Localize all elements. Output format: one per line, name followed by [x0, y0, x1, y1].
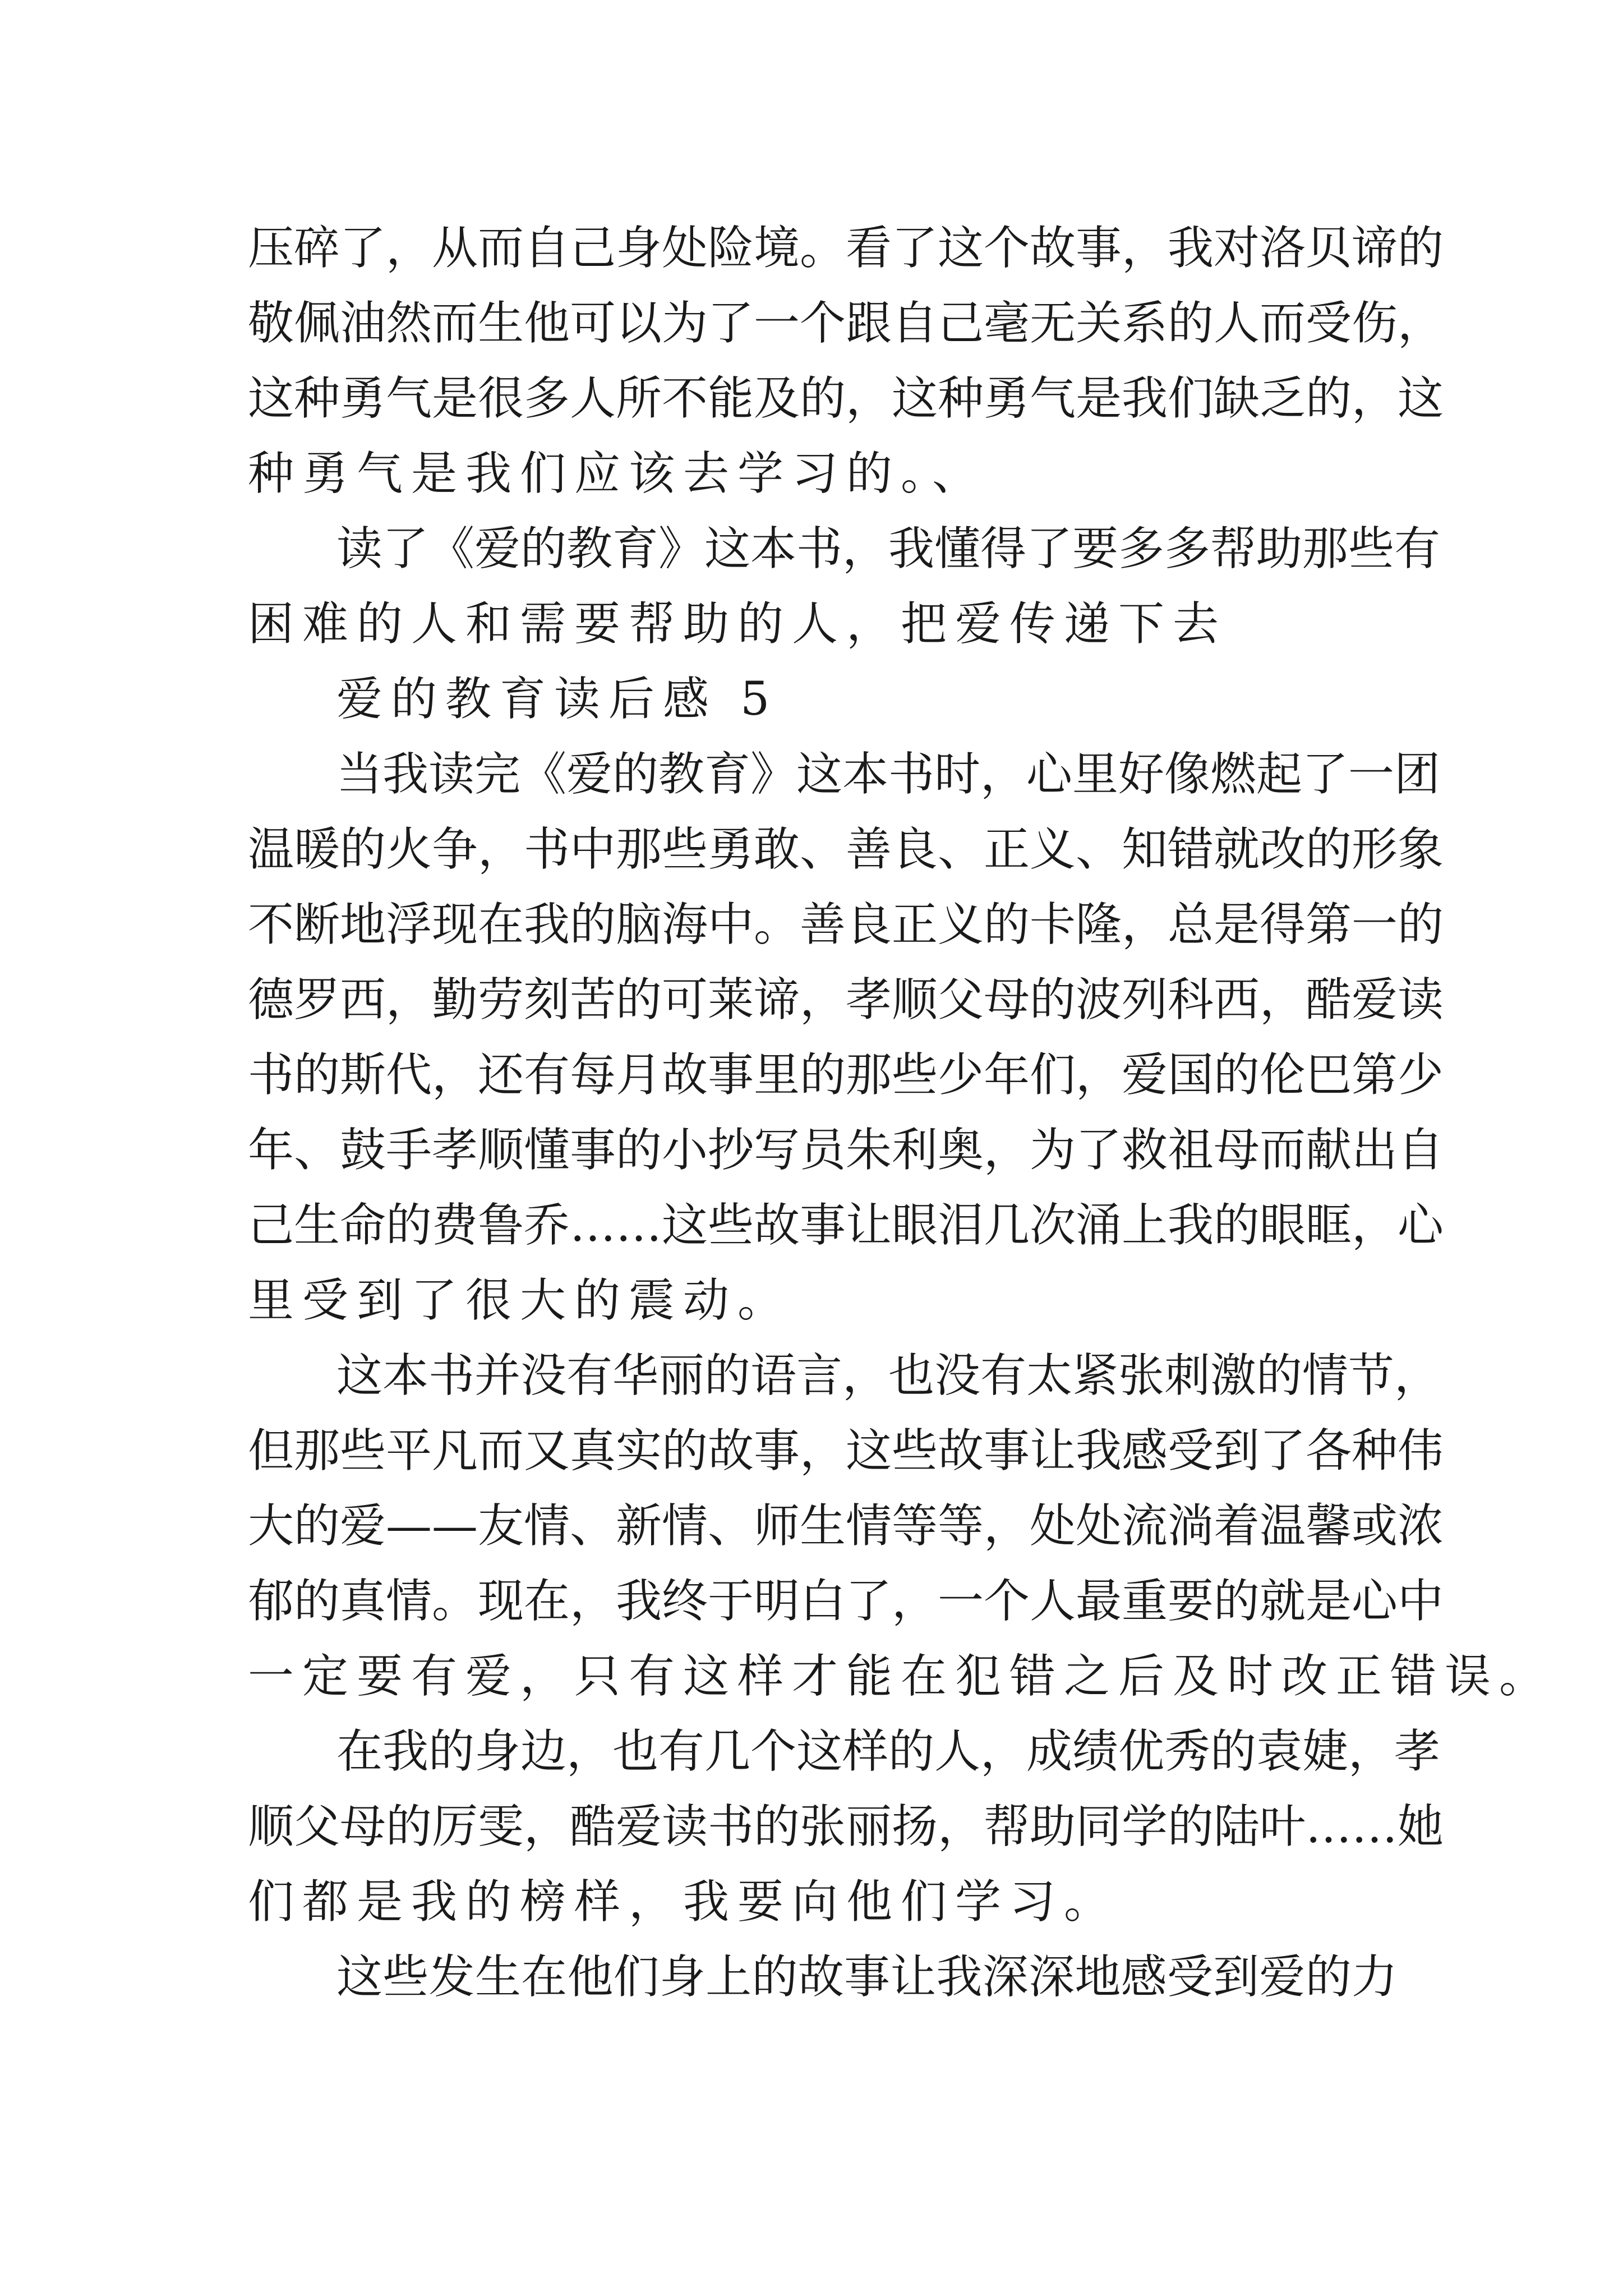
text-line: 们都是我的榜样，我要向他们学习。: [248, 1875, 1119, 1929]
text-line: 顺父母的厉雯，酷爱读书的张丽扬，帮助同学的陆叶……她: [248, 1800, 1444, 1853]
text-line: 里受到了很大的震动。: [248, 1274, 792, 1327]
text-line: 种勇气是我们应该去学习的。、: [248, 447, 987, 500]
text-line: 这种勇气是很多人所不能及的，这种勇气是我们缺乏的，这: [248, 372, 1444, 425]
section-heading: 爱的教育读后感 5: [336, 673, 778, 726]
text-line: 德罗西，勤劳刻苦的可莱谛，孝顺父母的波列科西，酷爱读: [248, 973, 1444, 1027]
text-line: 在我的身边，也有几个这样的人，成绩优秀的袁婕，孝: [336, 1725, 1441, 1778]
text-line: 书的斯代，还有每月故事里的那些少年们，爱国的伦巴第少: [248, 1048, 1444, 1102]
text-line: 当我读完《爱的教育》这本书时，心里好像燃起了一团: [336, 748, 1441, 801]
text-line: 大的爱——友情、新情、师生情等等，处处流淌着温馨或浓: [248, 1499, 1444, 1553]
text-line: 郁的真情。现在，我终于明白了，一个人最重要的就是心中: [248, 1575, 1444, 1628]
text-line: 但那些平凡而又真实的故事，这些故事让我感受到了各种伟: [248, 1424, 1444, 1478]
text-line: 不断地浮现在我的脑海中。善良正义的卡隆，总是得第一的: [248, 898, 1444, 951]
text-line: 读了《爱的教育》这本书，我懂得了要多多帮助那些有: [336, 522, 1441, 576]
text-line: 敬佩油然而生他可以为了一个跟自己毫无关系的人而受伤，: [248, 297, 1444, 350]
text-line: 己生命的费鲁乔……这些故事让眼泪几次涌上我的眼眶，心: [248, 1199, 1444, 1252]
text-line: 温暖的火争，书中那些勇敢、善良、正义、知错就改的形象: [248, 823, 1444, 876]
text-line: 这本书并没有华丽的语言，也没有太紧张刺激的情节，: [336, 1349, 1441, 1402]
text-line: 这些发生在他们身上的故事让我深深地感受到爱的力: [336, 1950, 1398, 2004]
text-line: 困难的人和需要帮助的人，把爱传递下去: [248, 597, 1228, 651]
text-line: 压碎了，从而自己身处险境。看了这个故事，我对洛贝谛的: [248, 222, 1444, 275]
text-line: 年、鼓手孝顺懂事的小抄写员朱利奥，为了救祖母而献出自: [248, 1124, 1444, 1177]
text-line: 一定要有爱，只有这样才能在犯错之后及时改正错误。: [248, 1650, 1554, 1703]
